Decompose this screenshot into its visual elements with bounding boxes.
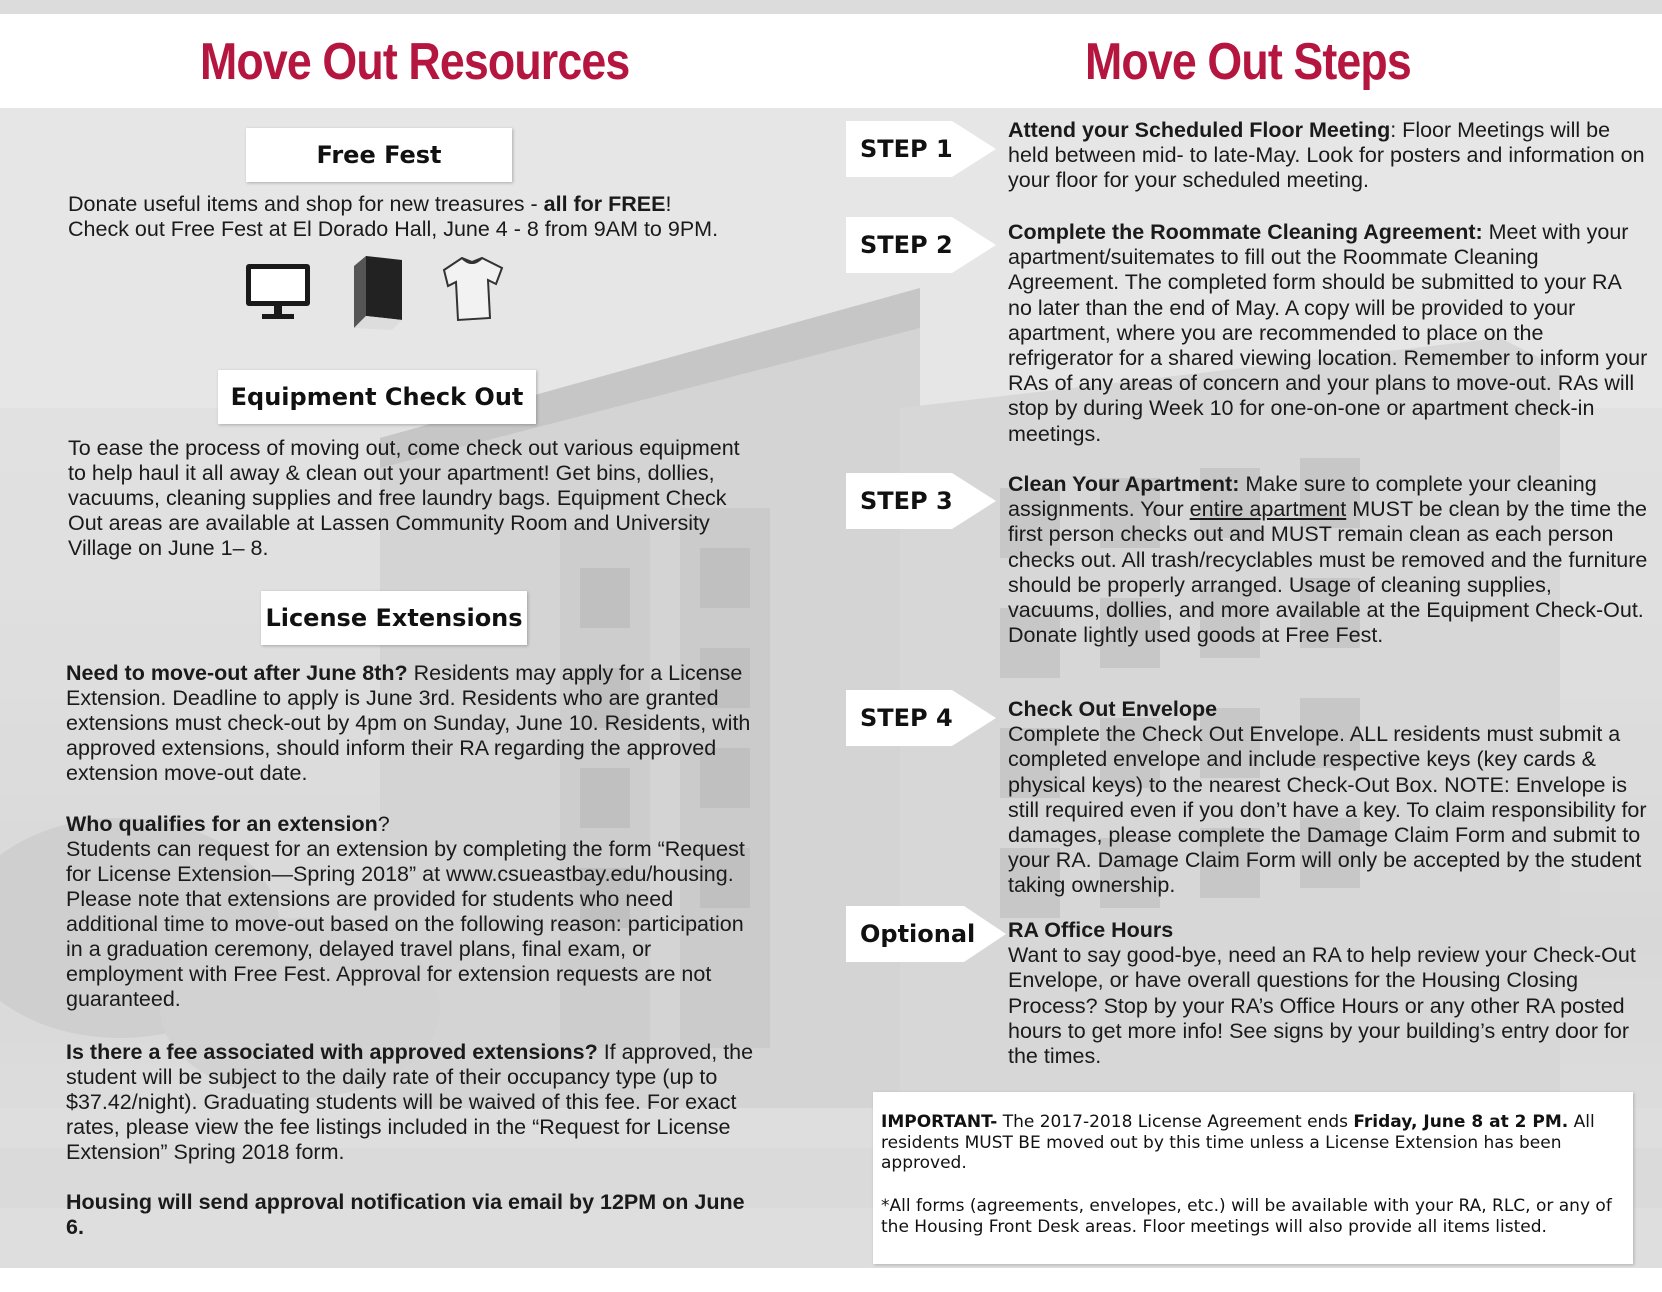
step-1-title: Attend your Scheduled Floor Meeting [1008, 118, 1391, 142]
top-edge [0, 0, 1662, 14]
important-note: *All forms (agreements, envelopes, etc.) will be available with your RA, RLC, or any of the Housing Front Desk areas. Floor meetings will also provide all items listed. [881, 1196, 1612, 1237]
step-3-text [1008, 472, 1648, 648]
step-1-body: : Floor Meetings will be held between mid- to late-May. Look for posters and information on your floor for your scheduled meeting. [1008, 118, 1645, 193]
step-3-underlined: entire apartment [1189, 497, 1347, 522]
step-tag-1 [846, 121, 998, 177]
important-notice-box [873, 1092, 1633, 1264]
computer-monitor-icon [244, 262, 312, 322]
license-p2-text: Students can request for an extension by completing the form “Request for License Extension—Spring 2018” at www.csueastbay.edu/housing. Please note that extensions are provided for students who need additional time to move-out based on the following reason: participation in a graduation ceremony, delayed travel plans, final exam, or employment with Free Fest. Approval for extension requests are not guaranteed. [66, 837, 745, 1011]
step-optional-text [1008, 918, 1648, 1069]
step-4-title: Check Out Envelope [1008, 697, 1218, 721]
step-tag-4-label: STEP 4 [860, 704, 953, 732]
license-p2-bold: Who qualifies for an extension [66, 812, 378, 836]
license-para-3 [66, 1040, 766, 1165]
step-4-text [1008, 697, 1648, 899]
label-license-extensions: License Extensions [261, 591, 527, 645]
license-p3-text: If approved, the student will be subject to the daily rate of their occupancy type (up to $37.42/night). Graduating students will be waived of this fee. For exact rates, please view the fee listings included in the “Request for License Extension” Spring 2018 form. [66, 1040, 754, 1164]
step-tag-optional-label: Optional [860, 920, 976, 948]
important-bold-date: Friday, June 8 at 2 PM. [1353, 1112, 1569, 1132]
heading-move-out-steps: Move Out Steps [1085, 33, 1411, 91]
step-tag-4 [846, 690, 998, 746]
step-3-body-a: Make sure to complete your cleaning assignments. Your [1008, 472, 1597, 522]
step-3-title: Clean Your Apartment: [1008, 472, 1240, 496]
bottom-strip [0, 1268, 1662, 1292]
label-free-fest: Free Fest [246, 128, 512, 182]
step-optional-title: RA Office Hours [1008, 918, 1174, 942]
license-p3-bold: Is there a fee associated with approved extensions? [66, 1040, 598, 1064]
step-tag-2-label: STEP 2 [860, 231, 953, 259]
important-text-b: All residents MUST BE moved out by this time unless a License Extension has been approved. [881, 1112, 1595, 1173]
heading-move-out-resources: Move Out Resources [200, 33, 630, 91]
book-icon [352, 254, 404, 332]
step-2-body: Meet with your apartment/suitemates to fill out the Roommate Cleaning Agreement. The completed form should be submitted to your RA no later than the end of May. A copy will be provided to your apartment, where you are recommended to place on the refrigerator for a shared viewing location. Remember to inform your RAs of any areas of concern and your plans to move-out. RAs will stop by during Week 10 for one-on-one or apartment check-in meetings. [1008, 220, 1648, 446]
step-tag-optional [846, 906, 1008, 962]
free-fest-text-bold: all for FREE [543, 192, 666, 216]
step-tag-3-label: STEP 3 [860, 487, 953, 515]
step-optional-body: Want to say good-bye, need an RA to help review your Check-Out Envelope, or have overall questions for the Housing Closing Process? Stop by your RA’s Office Hours or any other RA posted hours to get more info! See signs by your building’s entry door for the times. [1008, 943, 1636, 1069]
step-3-body-b: MUST be clean by the time the first person checks out and MUST remain clean as each person checks out. All trash/recyclables must be removed and the furniture should be properly arranged. Usage of cleaning supplies, vacuums, dollies, and more available at the Equipment Check-Out. Donate lightly used goods at Free Fest. [1008, 497, 1648, 648]
free-fest-text-a: Donate useful items and shop for new treasures - [68, 192, 544, 216]
step-2-text [1008, 220, 1648, 447]
license-p4-bold: Housing will send approval notification via email by 12PM on June 6. [66, 1190, 745, 1239]
important-text [881, 1112, 1621, 1174]
free-fest-text-b: ! Check out Free Fest at El Dorado Hall, June 4 - 8 from 9AM to 9PM. [68, 192, 719, 241]
step-4-body: Complete the Check Out Envelope. ALL residents must submit a completed envelope and include respective keys (key cards & physical keys) to the nearest Check-Out Box. NOTE: Envelope is still required even if you don’t have a key. To claim responsibility for damages, please complete the Damage Claim Form and submit to your RA. Damage Claim Form will only be accepted by the student taking ownership. [1008, 722, 1647, 898]
step-1-text [1008, 118, 1648, 194]
important-text-a: The 2017-2018 License Agreement ends [997, 1112, 1354, 1132]
license-para-1 [66, 661, 766, 786]
license-p2-q: ? [377, 812, 390, 836]
step-tag-2 [846, 217, 998, 273]
important-label: IMPORTANT- [881, 1112, 998, 1132]
label-equipment-check-out: Equipment Check Out [218, 370, 536, 424]
license-para-2 [66, 812, 766, 1012]
license-p1-text: Residents may apply for a License Extension. Deadline to apply is June 3rd. Residents who are granted extensions must check-out by 4pm on Sunday, June 10. Residents, with approved extensions, should inform their RA regarding the approved extension move-out date. [66, 661, 751, 785]
step-tag-1-label: STEP 1 [860, 135, 953, 163]
license-para-4 [66, 1190, 766, 1240]
t-shirt-icon [440, 254, 510, 324]
license-p1-bold: Need to move-out after June 8th? [66, 661, 408, 685]
free-fest-text [68, 192, 728, 242]
step-2-title: Complete the Roommate Cleaning Agreement: [1008, 220, 1483, 244]
step-tag-3 [846, 473, 998, 529]
equipment-text: To ease the process of moving out, come check out various equipment to help haul it all away & clean out your apartment! Get bins, dollies, vacuums, cleaning supplies and free laundry bags. Equipment Check Out areas are available at Lassen Community Room and University Village on June 1– 8. [68, 436, 740, 560]
